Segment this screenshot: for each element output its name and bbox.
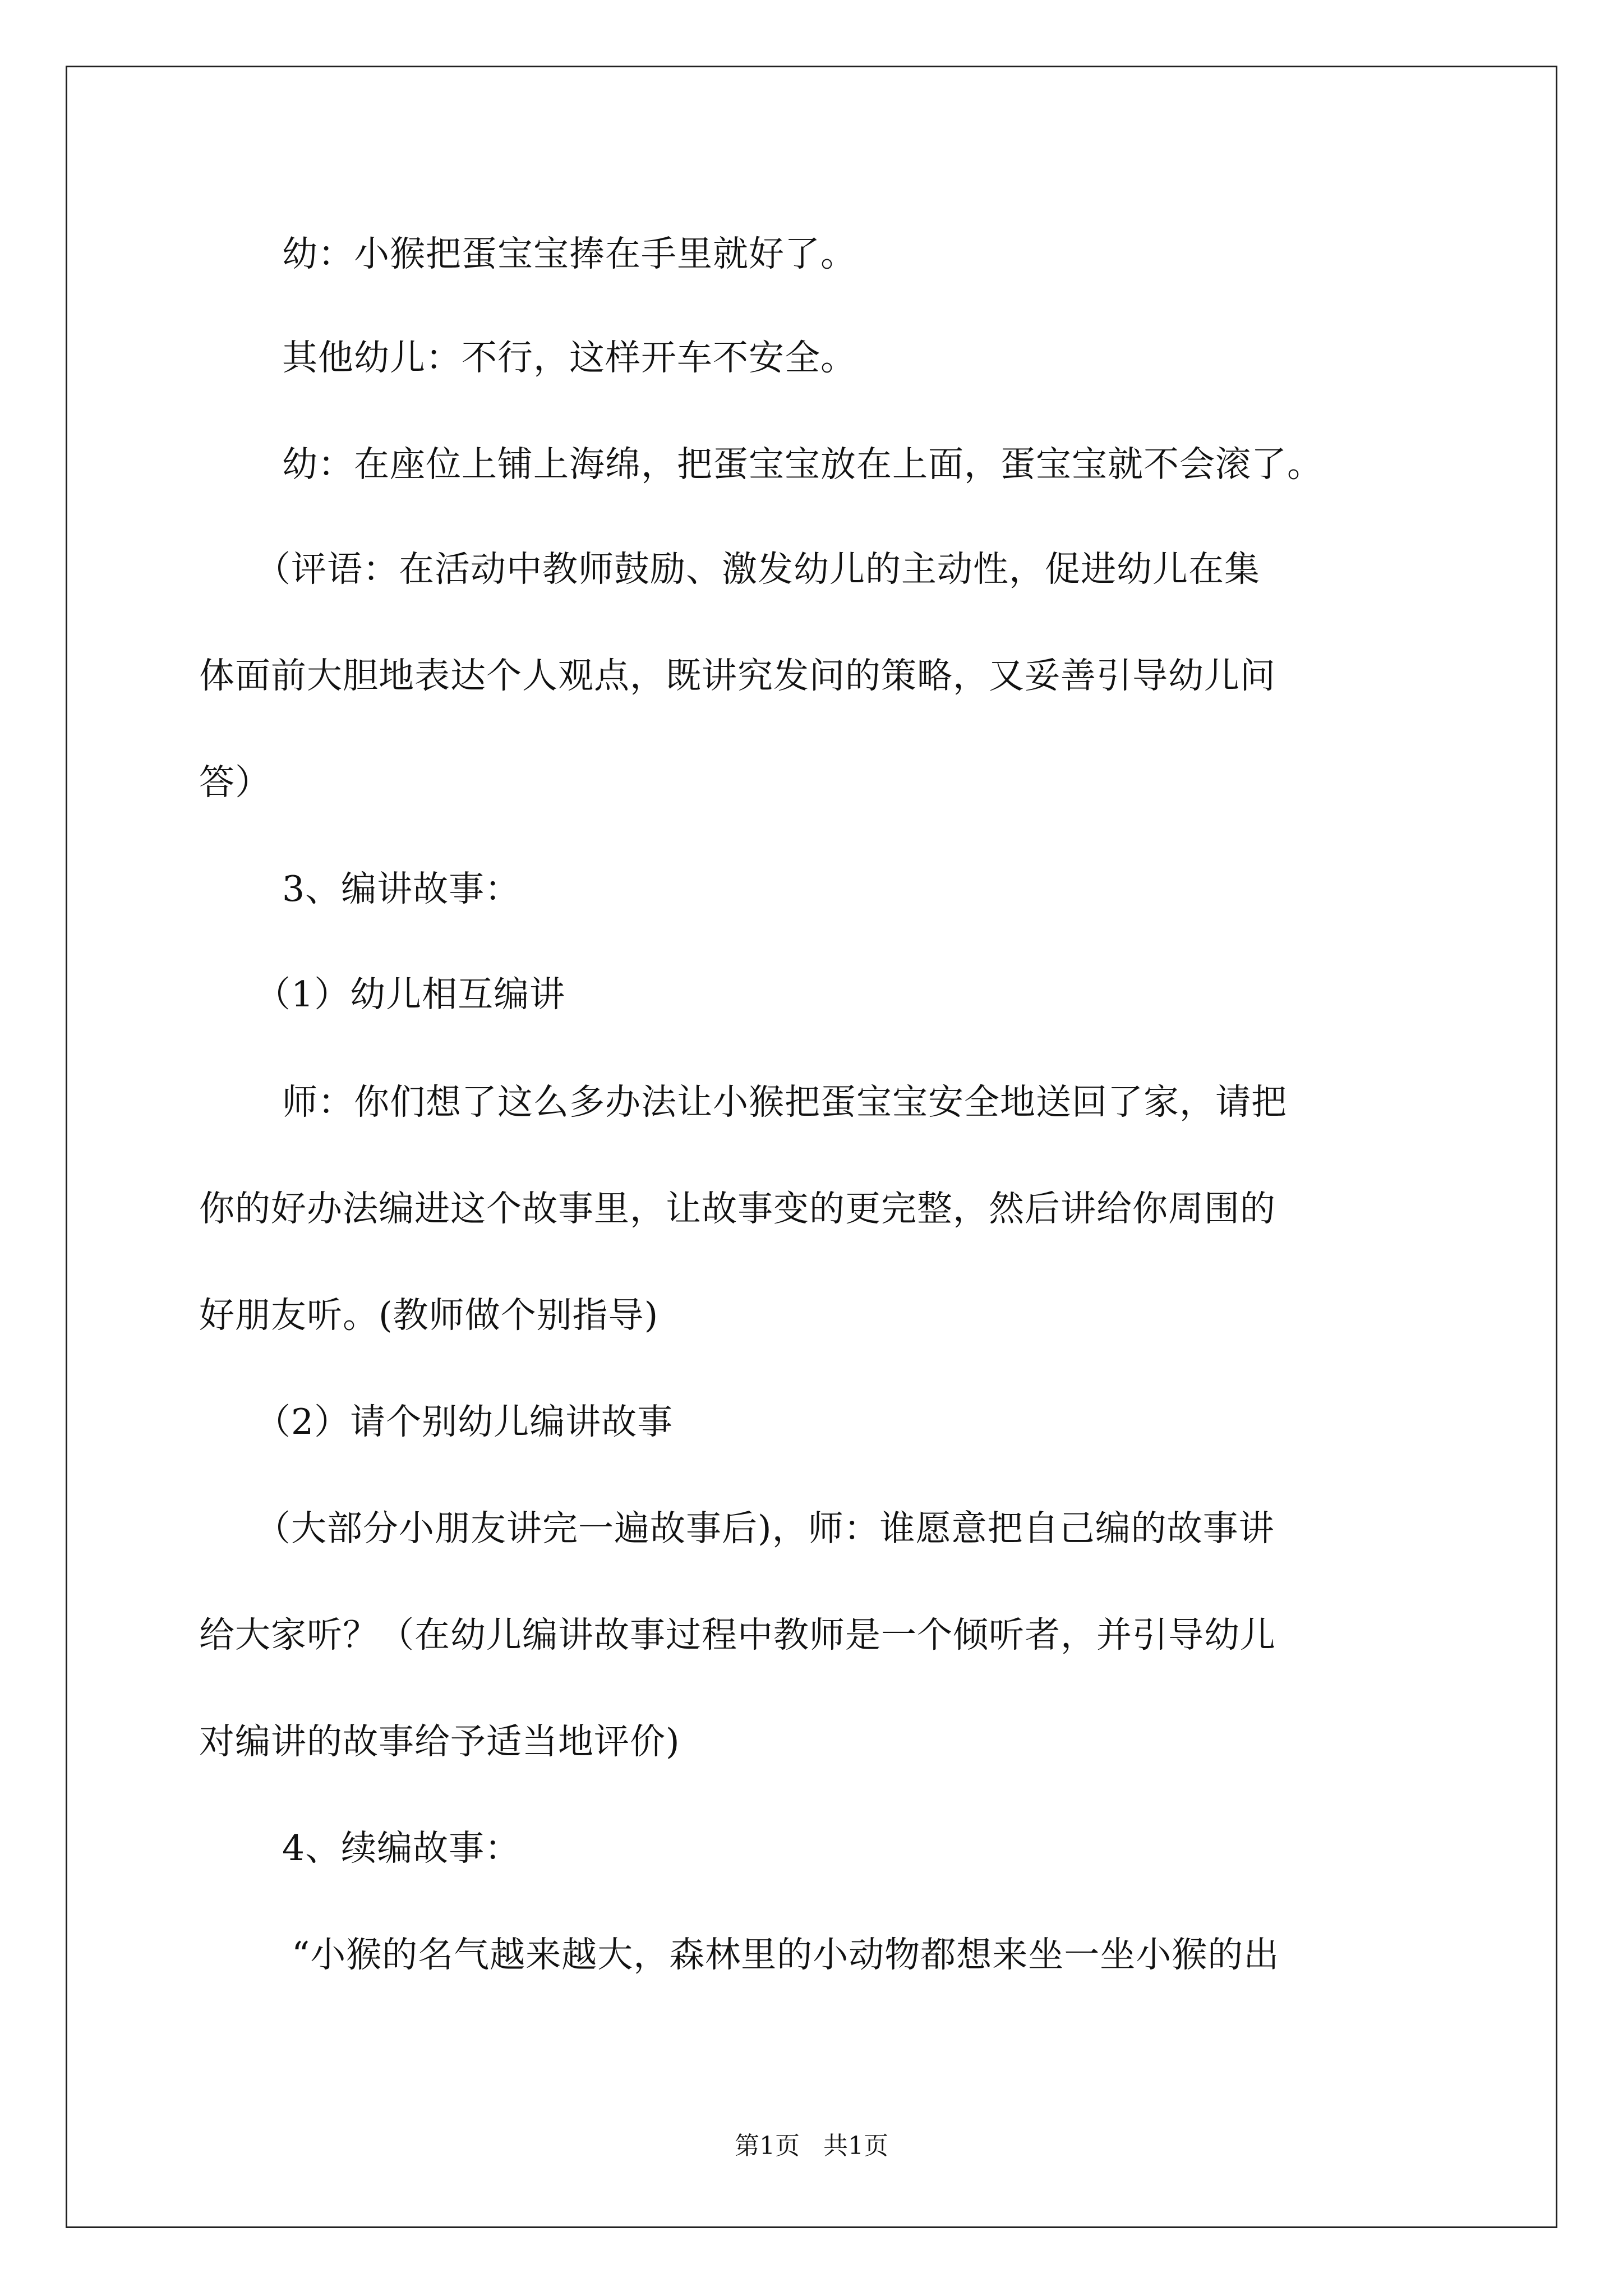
text-line: “小猴的名气越来越大，森林里的小动物都想来坐一坐小猴的出 — [292, 1934, 1280, 1975]
text-line: 幼：在座位上铺上海绵，把蛋宝宝放在上面，蛋宝宝就不会滚了。 — [282, 444, 1323, 485]
page-border — [66, 66, 1557, 2228]
page-footer: 第1页 共1页 — [735, 2132, 888, 2160]
text-line: 体面前大胆地表达个人观点，既讲究发问的策略，又妥善引导幼儿问 — [199, 655, 1276, 696]
text-line: 你的好办法编进这个故事里，让故事变的更完整，然后讲给你周围的 — [199, 1188, 1276, 1229]
text-line: （大部分小朋友讲完一遍故事后)，师：谁愿意把自己编的故事讲 — [255, 1508, 1275, 1549]
text-line: 给大家听？（在幼儿编讲故事过程中教师是一个倾听者，并引导幼儿 — [199, 1614, 1276, 1655]
text-line: 其他幼儿：不行，这样开车不安全。 — [282, 337, 856, 378]
text-line: 师：你们想了这么多办法让小猴把蛋宝宝安全地送回了家，请把 — [282, 1082, 1287, 1122]
text-line: （评语：在活动中教师鼓励、激发幼儿的主动性，促进幼儿在集 — [255, 549, 1260, 590]
text-line: 答） — [199, 762, 271, 803]
section-heading: 3、编讲故事： — [282, 868, 521, 909]
text-line: 幼：小猴把蛋宝宝捧在手里就好了。 — [282, 233, 856, 274]
subsection-heading: （2）请个别幼儿编讲故事 — [255, 1401, 674, 1442]
section-heading: 4、续编故事： — [282, 1828, 521, 1869]
text-line: 对编讲的故事给予适当地评价) — [199, 1721, 680, 1762]
text-line: 好朋友听。(教师做个别指导) — [199, 1295, 659, 1336]
subsection-heading: （1）幼儿相互编讲 — [255, 974, 566, 1015]
